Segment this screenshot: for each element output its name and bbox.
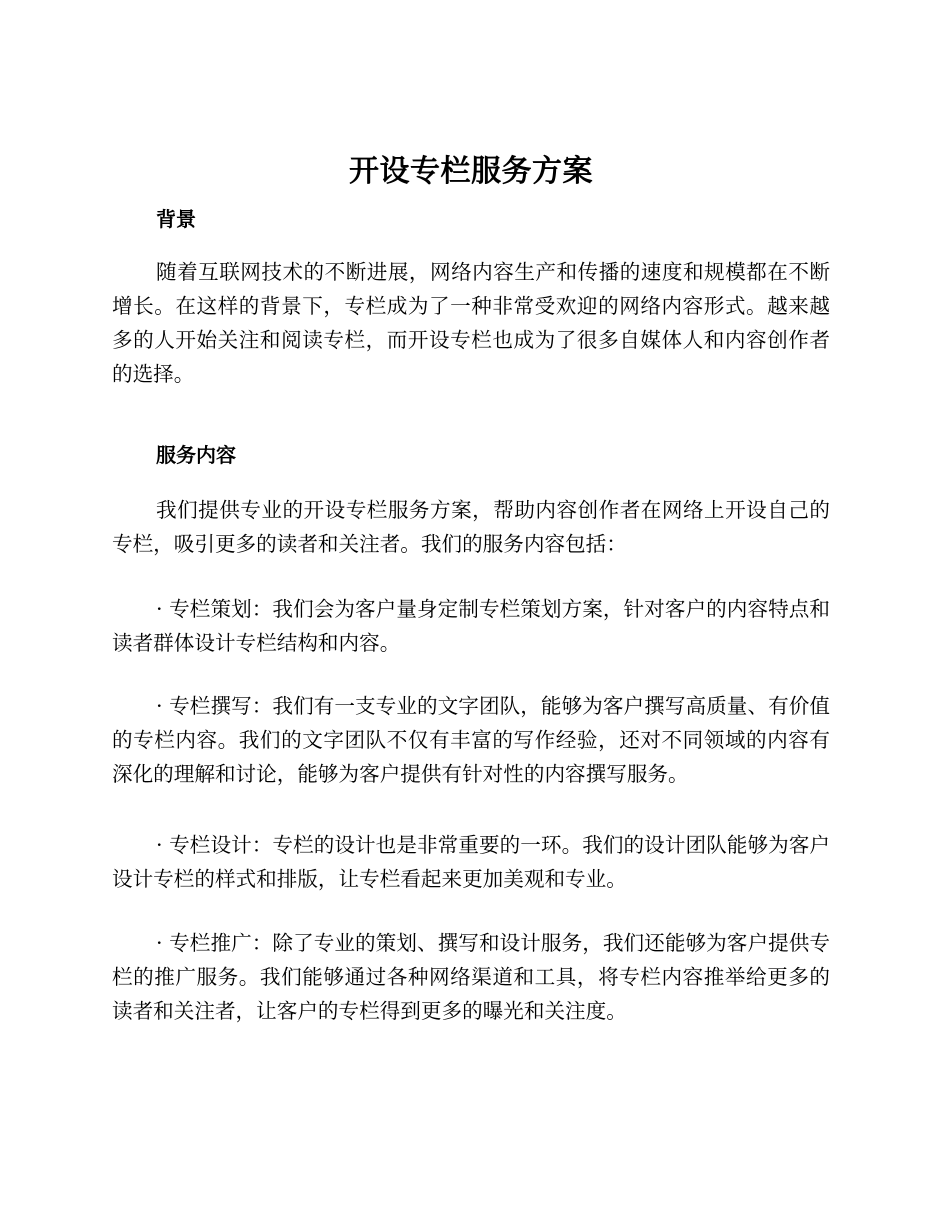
service-item-planning: · 专栏策划：我们会为客户量身定制专栏策划方案，针对客户的内容特点和读者群体设计专栏结构和内容。 (112, 597, 830, 655)
section-heading-background: 背景 (156, 207, 196, 231)
document-title: 开设专栏服务方案 (349, 154, 593, 189)
services-intro-paragraph: 我们提供专业的开设专栏服务方案，帮助内容创作者在网络上开设自己的专栏，吸引更多的读者和关注者。我们的服务内容包括： (112, 498, 830, 556)
background-paragraph: 随着互联网技术的不断进展，网络内容生产和传播的速度和规模都在不断增长。在这样的背景下，专栏成为了一种非常受欢迎的网络内容形式。越来越多的人开始关注和阅读专栏，而开设专栏也成为了很多自媒体人和内容创作者的选择。 (112, 260, 830, 386)
section-heading-services: 服务内容 (156, 443, 236, 467)
service-item-design: · 专栏设计：专栏的设计也是非常重要的一环。我们的设计团队能够为客户设计专栏的样式和排版，让专栏看起来更加美观和专业。 (112, 833, 830, 891)
service-item-promotion: · 专栏推广：除了专业的策划、撰写和设计服务，我们还能够为客户提供专栏的推广服务。我们能够通过各种网络渠道和工具，将专栏内容推举给更多的读者和关注者，让客户的专栏得到更多的曝光和关注度。 (112, 931, 830, 1023)
service-item-writing: · 专栏撰写：我们有一支专业的文字团队，能够为客户撰写高质量、有价值的专栏内容。我们的文字团队不仅有丰富的写作经验，还对不同领域的内容有深化的理解和讨论，能够为客户提供有针对性的内容撰写服务。 (112, 694, 830, 786)
